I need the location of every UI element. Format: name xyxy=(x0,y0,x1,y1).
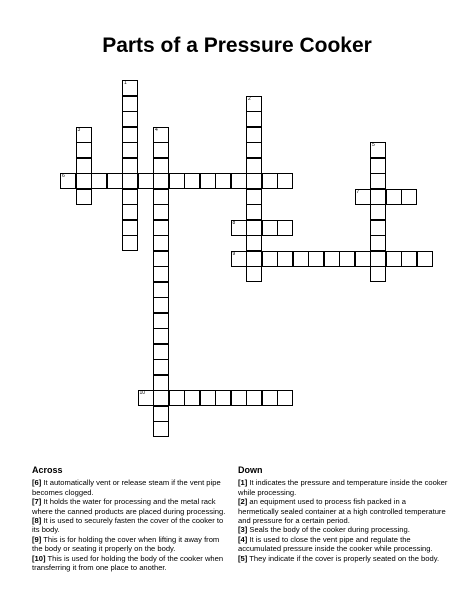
crossword-cell[interactable] xyxy=(153,406,169,422)
crossword-cell[interactable] xyxy=(184,173,200,189)
down-clue xyxy=(238,535,448,554)
crossword-cell[interactable] xyxy=(76,173,92,189)
clue-text: It holds the water for processing and the metal rack where the canned products are placed during processing. xyxy=(32,497,226,516)
crossword-cell[interactable] xyxy=(246,111,262,127)
crossword-cell[interactable] xyxy=(153,220,169,236)
crossword-cell[interactable] xyxy=(153,344,169,360)
crossword-cell[interactable] xyxy=(138,173,154,189)
cell-number: 7 xyxy=(356,188,360,195)
crossword-cell[interactable] xyxy=(231,173,247,189)
crossword-cell[interactable] xyxy=(153,158,169,174)
crossword-cell[interactable] xyxy=(215,390,231,406)
crossword-cell[interactable] xyxy=(246,204,262,220)
crossword-cell[interactable] xyxy=(169,390,185,406)
clue-number: [5] xyxy=(238,553,248,563)
crossword-cell[interactable] xyxy=(370,235,386,251)
crossword-cell[interactable] xyxy=(153,297,169,313)
crossword-cell[interactable] xyxy=(370,158,386,174)
crossword-cell[interactable] xyxy=(122,111,138,127)
crossword-cell[interactable] xyxy=(153,127,169,143)
crossword-cell[interactable] xyxy=(262,220,278,236)
crossword-cell[interactable] xyxy=(153,235,169,251)
crossword-cell[interactable] xyxy=(215,173,231,189)
crossword-cell[interactable] xyxy=(246,266,262,282)
crossword-cell[interactable] xyxy=(246,142,262,158)
across-heading: Across xyxy=(32,465,63,475)
down-clue xyxy=(238,525,448,534)
clue-text: It indicates the pressure and temperature inside the cooker while processing. xyxy=(238,478,448,497)
crossword-cell[interactable] xyxy=(153,204,169,220)
cell-number: 9 xyxy=(232,250,236,257)
crossword-cell[interactable] xyxy=(122,220,138,236)
crossword-cell[interactable] xyxy=(370,189,386,205)
clue-text: an equipment used to process fish packed in a hermetically sealed container at a high controlled temperature and pressure for a certain period. xyxy=(238,497,446,526)
crossword-cell[interactable] xyxy=(122,235,138,251)
clue-number: [7] xyxy=(32,497,42,507)
crossword-cell[interactable] xyxy=(262,390,278,406)
crossword-cell[interactable] xyxy=(153,421,169,437)
clue-number: [8] xyxy=(32,516,42,526)
crossword-cell[interactable] xyxy=(308,251,324,267)
crossword-cell[interactable] xyxy=(246,158,262,174)
clue-text: This is used for holding the body of the cooker when transferring it from one place to another. xyxy=(32,553,224,573)
crossword-cell[interactable] xyxy=(370,142,386,158)
clue-number: [10] xyxy=(32,553,46,563)
clue-number: [1] xyxy=(238,478,248,488)
crossword-cell[interactable] xyxy=(153,375,169,391)
crossword-cell[interactable] xyxy=(122,173,138,189)
across-clue xyxy=(32,535,230,554)
crossword-cell[interactable] xyxy=(153,173,169,189)
cell-number: 6 xyxy=(62,173,65,179)
across-clues xyxy=(32,466,230,572)
crossword-cell[interactable] xyxy=(200,173,216,189)
crossword-cell[interactable] xyxy=(153,282,169,298)
clue-number: [3] xyxy=(238,525,248,535)
down-heading: Down xyxy=(238,465,263,475)
clue-number: [6] xyxy=(32,478,42,488)
cell-number: 10 xyxy=(139,390,146,396)
crossword-cell[interactable] xyxy=(277,173,293,189)
crossword-cell[interactable] xyxy=(386,251,402,267)
clue-text: Seals the body of the cooker during processing. xyxy=(247,525,410,535)
across-clue xyxy=(32,478,230,497)
crossword-cell[interactable] xyxy=(153,390,169,406)
crossword-cell[interactable] xyxy=(277,251,293,267)
crossword-cell[interactable] xyxy=(153,328,169,344)
cell-number: 1 xyxy=(124,80,127,86)
cell-number: 3 xyxy=(77,126,81,133)
crossword-cell[interactable] xyxy=(231,220,247,236)
crossword-cell[interactable] xyxy=(324,251,340,267)
crossword-cell[interactable] xyxy=(246,173,262,189)
page-title: Parts of a Pressure Cooker xyxy=(102,34,372,57)
crossword-cell[interactable] xyxy=(246,96,262,112)
crossword-cell[interactable] xyxy=(246,235,262,251)
clue-number: [4] xyxy=(238,534,248,544)
crossword-cell[interactable] xyxy=(122,204,138,220)
crossword-cell[interactable] xyxy=(246,251,262,267)
crossword-cell[interactable] xyxy=(246,127,262,143)
crossword-cell[interactable] xyxy=(246,189,262,205)
crossword-cell[interactable] xyxy=(60,173,76,189)
crossword-cell[interactable] xyxy=(370,173,386,189)
crossword-cell[interactable] xyxy=(231,390,247,406)
crossword-cell[interactable] xyxy=(153,189,169,205)
crossword-cell[interactable] xyxy=(246,390,262,406)
down-clues xyxy=(238,466,448,563)
clue-number: [2] xyxy=(238,497,248,507)
cell-number: 2 xyxy=(248,95,251,102)
down-clue xyxy=(238,554,448,563)
crossword-cell[interactable] xyxy=(122,189,138,205)
crossword-cell[interactable] xyxy=(153,142,169,158)
clue-text: It automatically vent or release steam if the vent pipe becomes clogged. xyxy=(32,478,221,497)
crossword-cell[interactable] xyxy=(122,127,138,143)
across-clue xyxy=(32,554,230,573)
across-clue xyxy=(32,497,230,516)
clue-text: This is for holding the cover when lifting it away from the body or seating it properly on the body. xyxy=(32,534,220,554)
crossword-cell[interactable] xyxy=(153,313,169,329)
down-clue xyxy=(238,497,448,525)
cell-number: 4 xyxy=(155,126,158,133)
crossword-cell[interactable] xyxy=(262,173,278,189)
cell-number: 8 xyxy=(232,219,236,226)
crossword-cell[interactable] xyxy=(107,173,123,189)
crossword-cell[interactable] xyxy=(370,266,386,282)
crossword-cell[interactable] xyxy=(91,173,107,189)
crossword-cell[interactable] xyxy=(169,173,185,189)
crossword-cell[interactable] xyxy=(355,189,371,205)
crossword-cell[interactable] xyxy=(76,189,92,205)
crossword-cell[interactable] xyxy=(184,390,200,406)
cell-number: 5 xyxy=(372,142,375,148)
crossword-cell[interactable] xyxy=(153,251,169,267)
clue-text: It is used to close the vent pipe and regulate the accumulated pressure inside the cooker while processing. xyxy=(238,534,433,554)
clue-text: It is used to securely fasten the cover of the cooker to its body. xyxy=(32,516,224,535)
crossword-cell[interactable] xyxy=(138,390,154,406)
crossword-cell[interactable] xyxy=(401,189,417,205)
crossword-cell[interactable] xyxy=(293,251,309,267)
crossword-cell[interactable] xyxy=(386,189,402,205)
crossword-cell[interactable] xyxy=(153,266,169,282)
crossword-cell[interactable] xyxy=(370,204,386,220)
crossword-cell[interactable] xyxy=(122,96,138,112)
crossword-cell[interactable] xyxy=(231,251,247,267)
crossword-cell[interactable] xyxy=(417,251,433,267)
across-clue xyxy=(32,516,230,535)
clue-number: [9] xyxy=(32,534,42,544)
clue-text: They indicate if the cover is properly seated on the body. xyxy=(247,553,440,563)
crossword-cell[interactable] xyxy=(76,142,92,158)
crossword-cell[interactable] xyxy=(122,80,138,96)
down-clue xyxy=(238,478,448,497)
crossword-cell[interactable] xyxy=(122,158,138,174)
crossword-cell[interactable] xyxy=(76,127,92,143)
crossword-cell[interactable] xyxy=(370,220,386,236)
crossword-cell[interactable] xyxy=(277,220,293,236)
crossword-cell[interactable] xyxy=(246,220,262,236)
crossword-cell[interactable] xyxy=(200,390,216,406)
crossword-cell[interactable] xyxy=(262,251,278,267)
crossword-cell[interactable] xyxy=(355,251,371,267)
crossword-cell[interactable] xyxy=(370,251,386,267)
crossword-cell[interactable] xyxy=(401,251,417,267)
crossword-cell[interactable] xyxy=(153,359,169,375)
crossword-cell[interactable] xyxy=(122,142,138,158)
crossword-cell[interactable] xyxy=(277,390,293,406)
crossword-cell[interactable] xyxy=(76,158,92,174)
crossword-cell[interactable] xyxy=(339,251,355,267)
